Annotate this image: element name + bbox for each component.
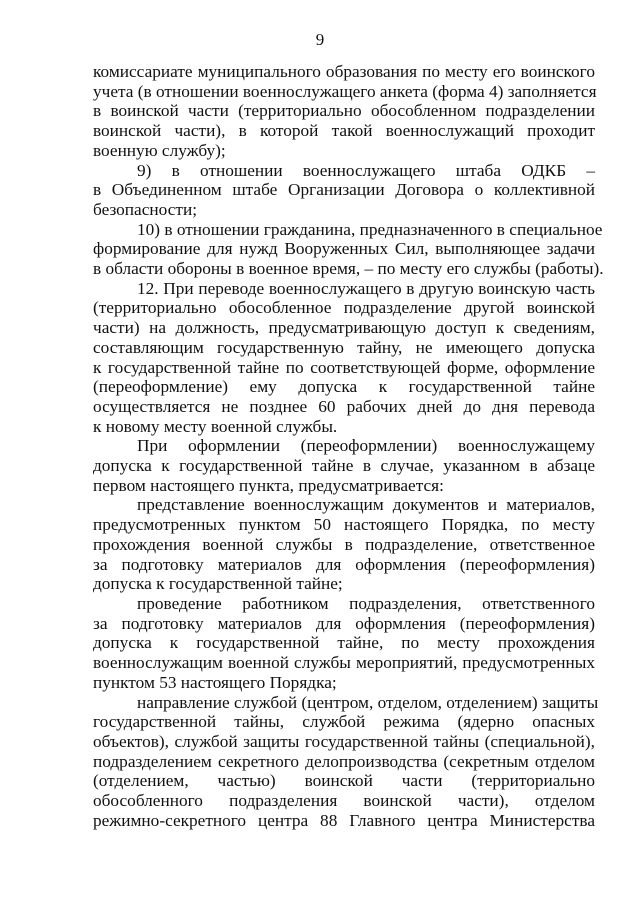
text-line: направление службой (центром, отделом, отделением) защиты: [137, 692, 599, 712]
text-line: военнослужащим военной службы мероприятий, предусмотренных: [93, 653, 595, 673]
text-line: При оформлении (переоформлении) военнослужащему: [137, 436, 595, 456]
text-line: формирование для нужд Вооруженных Сил, выполняющее задачи: [93, 239, 595, 259]
text-line: за подготовку материалов для оформления (переоформления): [93, 554, 595, 574]
text-line: составляющим государственную тайну, не имеющего допуска: [93, 337, 595, 357]
paragraph: [93, 219, 604, 279]
text-line: безопасности;: [93, 199, 197, 219]
text-line: режимно-секретного центра 88 Главного центра Министерства: [93, 810, 595, 830]
text-line: 9) в отношении военнослужащего штаба ОДКБ –: [137, 160, 595, 180]
text-line: проведение работником подразделения, ответственного: [137, 593, 595, 613]
text-line: допуска к государственной тайне, по месту прохождения: [93, 633, 595, 653]
text-line: учета (в отношении военнослужащего анкета (форма 4) заполняется: [93, 81, 597, 101]
text-line: части) на должность, предусматривающую доступ к сведениям,: [93, 318, 595, 338]
text-line: подразделением секретного делопроизводства (секретным отделом: [93, 751, 595, 771]
text-line: обособленного подразделения воинской части), отделом: [93, 791, 595, 811]
text-line: комиссариате муниципального образования по месту его воинского: [93, 62, 595, 81]
text-line: объектов), службой защиты государственной тайны (специальной),: [93, 731, 595, 751]
text-line: пунктом 53 настоящего Порядка;: [93, 672, 337, 692]
text-line: в области обороны в военное время, – по месту его службы (работы).: [93, 259, 604, 279]
text-line: допуска к государственной тайне;: [93, 574, 343, 594]
paragraph: [93, 594, 595, 693]
text-line: (переоформление) ему допуска к государственной тайне: [93, 377, 595, 397]
text-line: к новому месту военной службы.: [93, 416, 338, 436]
text-line: воинской части), в которой такой военнослужащий проходит: [93, 121, 595, 141]
text-line: (отделением, частью) воинской части (территориально: [93, 771, 595, 791]
text-line: представление военнослужащим документов и материалов,: [137, 495, 595, 515]
document-body: [93, 62, 604, 830]
text-line: осуществляется не позднее 60 рабочих дней до дня перевода: [93, 396, 595, 416]
text-line: к государственной тайне по соответствующей форме, оформление: [93, 357, 595, 377]
text-line: предусмотренных пунктом 50 настоящего Порядка, по месту: [93, 515, 595, 535]
text-line: (территориально обособленное подразделение другой воинской: [93, 298, 595, 318]
paragraph: [93, 62, 595, 161]
paragraph: [93, 495, 595, 594]
text-line: допуска к государственной тайне в случае, указанном в абзаце: [93, 456, 595, 476]
paragraph: [93, 692, 599, 831]
paragraph: [93, 161, 595, 220]
text-line: в воинской части (территориально обособленном подразделении: [93, 101, 595, 121]
text-line: военную службу);: [93, 140, 226, 160]
text-line: 10) в отношении гражданина, предназначенного в специальное: [137, 219, 603, 239]
text-line: прохождения военной службы в подразделение, ответственное: [93, 534, 595, 554]
text-line: в Объединенном штабе Организации Договора о коллективной: [93, 180, 595, 200]
text-line: первом настоящего пункта, предусматривается:: [93, 475, 444, 495]
paragraph: [93, 279, 595, 437]
paragraph: [93, 436, 595, 495]
text-line: государственной тайны, службой режима (ядерно опасных: [93, 712, 595, 732]
page-number: 9: [315, 30, 325, 49]
text-line: 12. При переводе военнослужащего в другую воинскую часть: [137, 278, 595, 298]
text-line: за подготовку материалов для оформления (переоформления): [93, 613, 595, 633]
